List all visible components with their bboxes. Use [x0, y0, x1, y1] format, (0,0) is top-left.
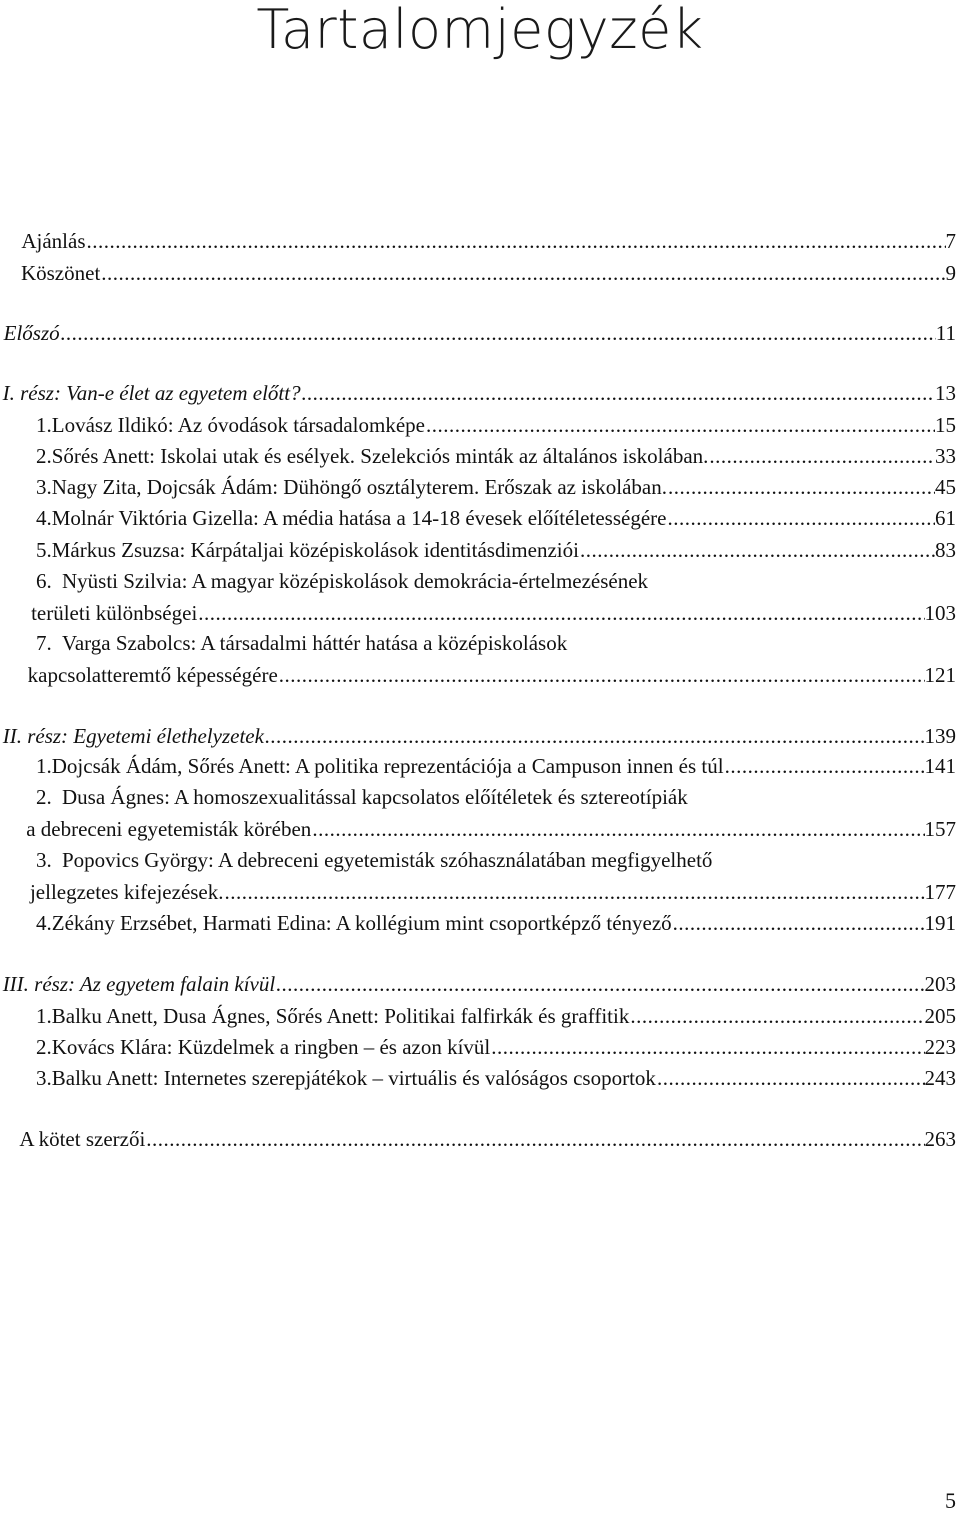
toc-entry-line — [0, 441, 960, 471]
page-title: Tartalomjegyzék — [256, 0, 704, 61]
toc-entry-title: Előszó — [3, 321, 60, 345]
toc-entry-page: 45 — [935, 475, 956, 499]
dot-leader — [657, 1063, 925, 1093]
toc-entry-number: 5. — [36, 538, 52, 562]
toc-entry-number: 4. — [36, 506, 52, 530]
toc-entry-title: III. rész: Az egyetem falain kívül — [2, 972, 276, 996]
toc-entry-title: I. rész: Van-e élet az egyetem előtt? — [2, 381, 301, 405]
toc-entry-line — [0, 410, 960, 440]
toc-entry-line — [0, 1124, 960, 1154]
toc-entry-title: II. rész: Egyetemi élethelyzetek — [2, 724, 264, 748]
toc-entry — [0, 258, 960, 288]
toc-entry-page: 13 — [935, 381, 956, 405]
toc-entry-number: 1. — [36, 754, 52, 778]
toc-entry-title: jellegzetes kifejezések. — [29, 880, 224, 904]
toc-entry-line — [0, 1032, 960, 1062]
toc-entry — [0, 318, 960, 348]
toc-entry — [0, 969, 960, 999]
toc-entry-page: 33 — [935, 444, 956, 468]
toc-entry-title: Kovács Klára: Küzdelmek a ringben – és azon kívül — [51, 1035, 491, 1059]
dot-leader — [276, 969, 924, 999]
toc-entry-page: 177 — [924, 880, 956, 904]
toc-entry — [0, 1063, 960, 1093]
toc-entry-first-line — [0, 566, 960, 596]
toc-entry-line — [0, 472, 960, 502]
toc-entry-title: Sőrés Anett: Iskolai utak és esélyek. Szelekciós minták az általános iskolában. — [51, 444, 709, 468]
toc-entry-page: 61 — [935, 506, 956, 530]
dot-leader — [630, 1001, 924, 1031]
dot-leader — [673, 908, 925, 938]
toc-entry-line — [0, 1001, 960, 1031]
toc-entry-title: Zékány Erzsébet, Harmati Edina: A kollégium mint csoportképző tényező — [51, 911, 672, 935]
toc-entry-title: Dojcsák Ádám, Sőrés Anett: A politika reprezentációja a Campuson innen és túl — [51, 754, 724, 778]
toc-entry-page: 11 — [935, 321, 956, 345]
dot-leader — [667, 503, 935, 533]
toc-entry-first-line — [0, 782, 960, 812]
toc-entry — [0, 1124, 960, 1154]
toc-entry-page: 83 — [935, 538, 956, 562]
toc-entry — [0, 378, 960, 408]
toc-entry-line — [0, 226, 960, 256]
toc-entry-line — [0, 503, 960, 533]
dot-leader — [725, 751, 925, 781]
toc-entry-number: 2. — [36, 785, 52, 809]
toc-entry-page: 103 — [924, 601, 956, 625]
toc-entry-line — [0, 378, 960, 408]
dot-leader — [198, 598, 924, 628]
toc-entry-number: 1. — [36, 413, 52, 437]
dot-leader — [61, 318, 936, 348]
toc-entry-page: 15 — [935, 413, 956, 437]
dot-leader — [302, 378, 935, 408]
toc-entry-line — [0, 969, 960, 999]
toc-entry-title: Balku Anett: Internetes szerepjátékok – virtuális és valóságos csoportok — [51, 1066, 656, 1090]
toc-entry-title: Balku Anett, Dusa Ágnes, Sőrés Anett: Politikai falfirkák és graffitik — [51, 1004, 630, 1028]
toc-entry-first-line — [0, 845, 960, 875]
toc-entry-line — [0, 877, 960, 907]
toc-entry-line — [0, 598, 960, 628]
toc-entry-page: 141 — [924, 754, 956, 778]
toc-entry — [0, 628, 960, 687]
toc-entry-number: 6. — [36, 569, 52, 593]
toc-entry-title: Lovász Ildikó: Az óvodások társadalomképe — [51, 413, 425, 437]
toc-entry — [0, 782, 960, 841]
toc-entry — [0, 566, 960, 625]
toc-entry-title: Nagy Zita, Dojcsák Ádám: Dühöngő osztályterem. Erőszak az iskolában. — [51, 475, 667, 499]
toc-entry-page: 7 — [945, 229, 956, 253]
toc-entry — [0, 1001, 960, 1031]
toc-entry-line — [0, 660, 960, 690]
toc-entry-page: 203 — [924, 972, 956, 996]
dot-leader — [265, 721, 925, 751]
toc-entry-page: 205 — [924, 1004, 956, 1028]
toc-entry-number: 4. — [36, 911, 52, 935]
toc-entry-page: 223 — [924, 1035, 956, 1059]
toc-entry-page: 263 — [924, 1127, 956, 1151]
toc-entry — [0, 441, 960, 471]
page-number: 5 — [945, 1488, 956, 1513]
toc-entry-number: 7. — [36, 631, 52, 655]
toc-entry — [0, 226, 960, 256]
toc-entry-number: 2. — [36, 1035, 52, 1059]
toc-entry — [0, 1032, 960, 1062]
toc-entry-number: 3. — [36, 848, 52, 872]
dot-leader — [87, 226, 946, 256]
dot-leader — [225, 877, 925, 907]
toc-entry-title-line1: Nyüsti Szilvia: A magyar középiskolások demokrácia-értelmezésének — [62, 569, 649, 593]
toc-entry-title-line1: Popovics György: A debreceni egyetemisták szóhasználatában megfigyelhető — [62, 848, 713, 872]
toc-entry-title-line1: Varga Szabolcs: A társadalmi háttér hatása a középiskolások — [62, 631, 568, 655]
toc-entry-page: 139 — [924, 724, 956, 748]
toc-entry-first-line — [0, 628, 960, 658]
toc-entry-line — [0, 751, 960, 781]
toc-entry — [0, 908, 960, 938]
toc-entry-number: 3. — [36, 1066, 52, 1090]
toc-entry-line — [0, 318, 960, 348]
toc-entry-page: 191 — [924, 911, 956, 935]
toc-entry-number: 3. — [36, 475, 52, 499]
toc-entry-title: a debreceni egyetemisták körében — [26, 817, 312, 841]
toc-entry-title: Molnár Viktória Gizella: A média hatása a 14-18 évesek előítéletességére — [51, 506, 667, 530]
toc-entry-page: 9 — [945, 261, 956, 285]
toc-entry-page: 243 — [924, 1066, 956, 1090]
dot-leader — [491, 1032, 924, 1062]
toc-entry-line — [0, 908, 960, 938]
toc-entry-title: Márkus Zsuzsa: Kárpátaljai középiskolások identitásdimenziói — [51, 538, 579, 562]
toc-entry-title: Köszönet — [20, 261, 101, 285]
toc-entry-line — [0, 721, 960, 751]
toc-entry-page: 157 — [924, 817, 956, 841]
toc-entry-title: kapcsolatteremtő képességére — [27, 663, 278, 687]
dot-leader — [146, 1124, 924, 1154]
dot-leader — [426, 410, 935, 440]
toc-entry-line — [0, 535, 960, 565]
dot-leader — [709, 441, 935, 471]
toc-entry — [0, 472, 960, 502]
toc-entry — [0, 503, 960, 533]
dot-leader — [279, 660, 925, 690]
toc-entry — [0, 845, 960, 904]
toc-entry-line — [0, 1063, 960, 1093]
dot-leader — [668, 472, 935, 502]
toc-entry — [0, 410, 960, 440]
toc-entry-line — [0, 258, 960, 288]
dot-leader — [580, 535, 935, 565]
toc-entry-number: 1. — [36, 1004, 52, 1028]
toc-entry-title: területi különbségei — [31, 601, 198, 625]
toc-entry — [0, 751, 960, 781]
dot-leader — [101, 258, 945, 288]
toc-entry-title: A kötet szerzői — [19, 1127, 146, 1151]
toc-entry-title: Ajánlás — [21, 229, 86, 253]
toc-entry-title-line1: Dusa Ágnes: A homoszexualitással kapcsolatos előítéletek és sztereotípiák — [62, 785, 688, 809]
toc-entry-page: 121 — [924, 663, 956, 687]
toc-entry-number: 2. — [36, 444, 52, 468]
toc-entry — [0, 721, 960, 751]
toc-entry — [0, 535, 960, 565]
toc-entry-line — [0, 814, 960, 844]
dot-leader — [312, 814, 924, 844]
